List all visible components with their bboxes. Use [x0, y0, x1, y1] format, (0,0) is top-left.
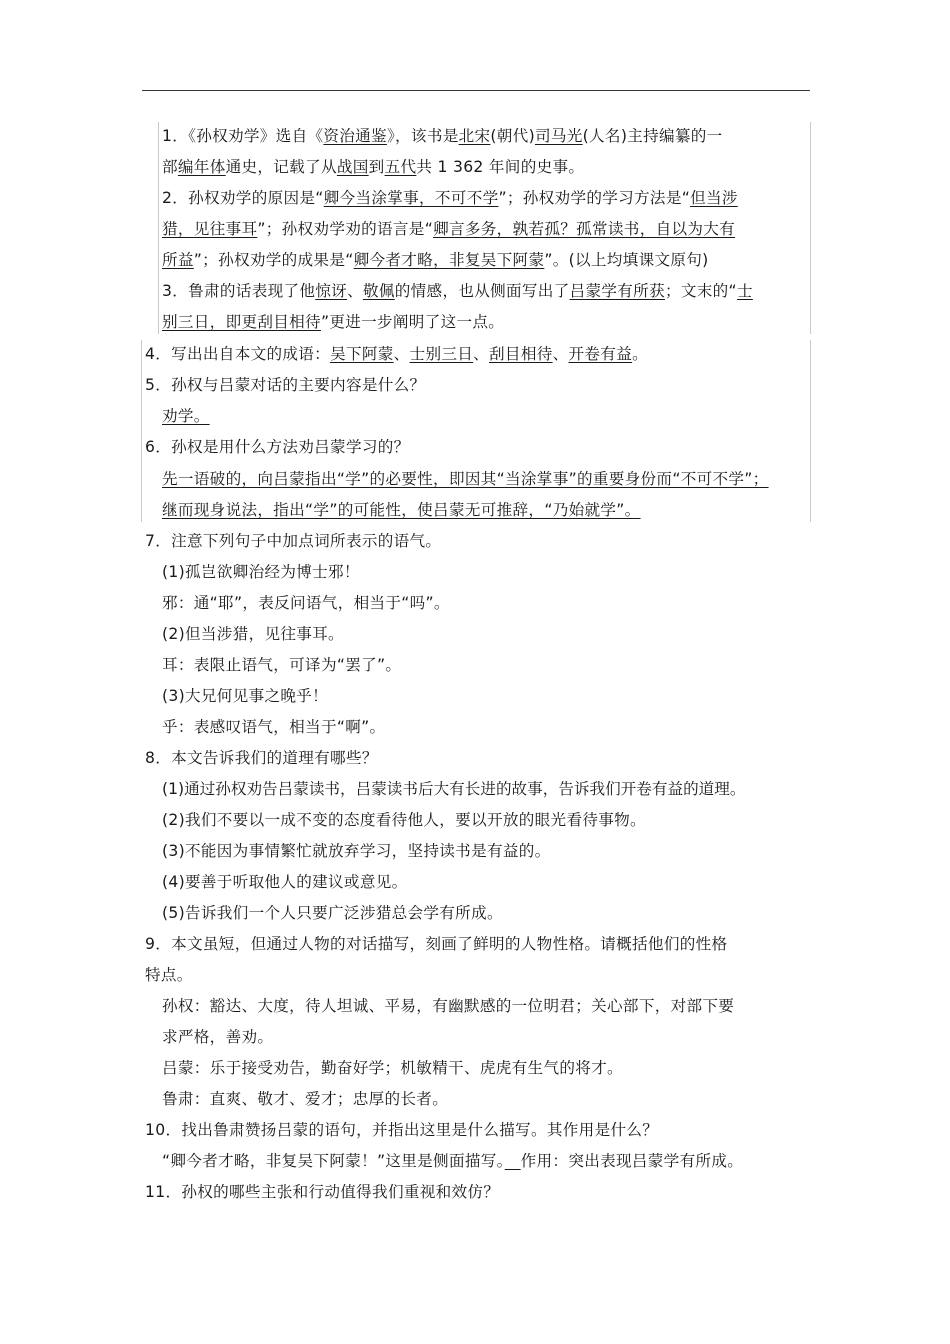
- q7-item: (1)孤岂欲卿治经为博士邪！: [162, 563, 360, 581]
- q7-item: (2)但当涉猎，见往事耳。: [162, 625, 344, 643]
- q8-item: (4)要善于听取他人的建议或意见。: [162, 873, 408, 891]
- answer-blank: 吕蒙学有所获: [569, 282, 665, 300]
- q9-question-2: 特点。: [145, 966, 193, 984]
- q9-lvmeng: 吕蒙：乐于接受劝告，勤奋好学；机敏精干、虎虎有生气的将才。: [162, 1059, 623, 1077]
- q7-item: 乎：表感叹语气，相当于“啊”。: [162, 718, 386, 736]
- header-rule: [142, 90, 810, 91]
- q7-item: 耳：表限止语气，可译为“罢了”。: [162, 656, 402, 674]
- q6-question: 6．孙权是用什么方法劝吕蒙学习的？: [145, 438, 410, 456]
- q10-answer: “卿今者才略，非复吴下阿蒙！”这里是侧面描写。 作用：突出表现吕蒙学有所成。: [162, 1152, 744, 1170]
- q6-answer-1: 先一语破的，向吕蒙指出“学”的必要性，即因其“当涂掌事”的重要身份而“不可不学”；: [162, 470, 769, 488]
- q8-item: (1)通过孙权劝告吕蒙读书，吕蒙读书后大有长进的故事，告诉我们开卷有益的道理。: [162, 780, 746, 798]
- q4-line: 4．写出出自本文的成语：吴下阿蒙、士别三日、刮目相待、开卷有益。: [145, 345, 648, 363]
- answer-blank: 所益: [162, 251, 194, 269]
- answer-blank: 资治通鉴: [323, 127, 387, 145]
- q2-line-1: 2．孙权劝学的原因是“卿今当涂掌事，不可不学”；孙权劝学的学习方法是“但当涉: [162, 189, 738, 207]
- answer-blank: 司马光: [534, 127, 583, 145]
- answer-blank: 士别三日: [409, 345, 474, 363]
- q8-question: 8．本文告诉我们的道理有哪些？: [145, 749, 378, 767]
- answer-blank: 五代: [384, 158, 417, 176]
- q3-line-2: 别三日，即更刮目相待”更进一步阐明了这一点。: [162, 313, 505, 331]
- q2-line-2: 猎，见往事耳”；孙权劝学劝的语言是“卿言多务，孰若孤？孤常读书，自以为大有: [162, 220, 736, 238]
- q9-question-1: 9．本文虽短，但通过人物的对话描写，刻画了鲜明的人物性格。请概括他们的性格: [145, 935, 728, 953]
- q10-question: 10．找出鲁肃赞扬吕蒙的语句，并指出这里是什么描写。其作用是什么？: [145, 1121, 659, 1139]
- answer-blank: 刮目相待: [489, 345, 553, 363]
- answer-blank: 吴下阿蒙: [330, 345, 394, 363]
- q2-line-3: 所益”；孙权劝学的成果是“卿今者才略，非复吴下阿蒙”。(以上均填课文原句): [162, 251, 709, 269]
- q8-item: (3)不能因为事情繁忙就放弃学习，坚持读书是有益的。: [162, 842, 551, 860]
- answer-blank: 卿今当涂掌事，不可不学: [323, 189, 499, 207]
- answer-blank: 编年体: [177, 158, 226, 176]
- q5-question: 5．孙权与吕蒙对话的主要内容是什么？: [145, 376, 426, 394]
- q9-sunquan-1: 孙权：豁达、大度，待人坦诚、平易，有幽默感的一位明君；关心部下，对部下要: [162, 997, 735, 1015]
- q8-item: (5)告诉我们一个人只要广泛涉猎总会学有所成。: [162, 904, 503, 922]
- answer-blank: 惊讶: [315, 282, 348, 300]
- answer-blank: 卿言多务，孰若孤？孤常读书，自以为大有: [433, 220, 736, 238]
- answer-blank: 北宋: [458, 127, 491, 145]
- q7-item: (3)大兄何见事之晚乎！: [162, 687, 329, 705]
- q1-line-1: 1．《孙权劝学》选自《资治通鉴》，该书是北宋(朝代)司马光(人名)主持编纂的一: [162, 127, 723, 145]
- answer-blank: 战国: [336, 158, 369, 176]
- q5-answer: 劝学。: [162, 407, 210, 425]
- answer-blank: 别三日，即更刮目相待: [162, 313, 321, 331]
- q9-lusu: 鲁肃：直爽、敬才、爱才；忠厚的长者。: [162, 1090, 449, 1108]
- answer-blank: 士: [736, 282, 753, 300]
- q7-question: 7．注意下列句子中加点词所表示的语气。: [145, 532, 442, 550]
- answer-blank: 卿今者才略，非复吴下阿蒙: [353, 251, 545, 269]
- q8-item: (2)我们不要以一成不变的态度看待他人，要以开放的眼光看待事物。: [162, 811, 646, 829]
- answer-blank: 敬佩: [362, 282, 395, 300]
- q1-line-2: 部编年体通史，记载了从战国到五代共 1 362 年间的史事。: [162, 158, 585, 176]
- answer-blank: 但当涉: [690, 189, 738, 207]
- answer-blank: 猎，见往事耳: [162, 220, 258, 238]
- q9-sunquan-2: 求严格，善劝。: [162, 1028, 274, 1046]
- q3-line-1: 3．鲁肃的话表现了他惊讶、敬佩的情感，也从侧面写出了吕蒙学有所获；文末的“士: [162, 282, 753, 300]
- q7-item: 邪：通“耶”，表反问语气，相当于“吗”。: [162, 594, 450, 612]
- q6-answer-2: 继而现身说法，指出“学”的可能性，使吕蒙无可推辞，“乃始就学”。: [162, 501, 641, 519]
- answer-blank: 开卷有益: [568, 345, 633, 363]
- q11-question: 11．孙权的哪些主张和行动值得我们重视和效仿？: [145, 1183, 500, 1201]
